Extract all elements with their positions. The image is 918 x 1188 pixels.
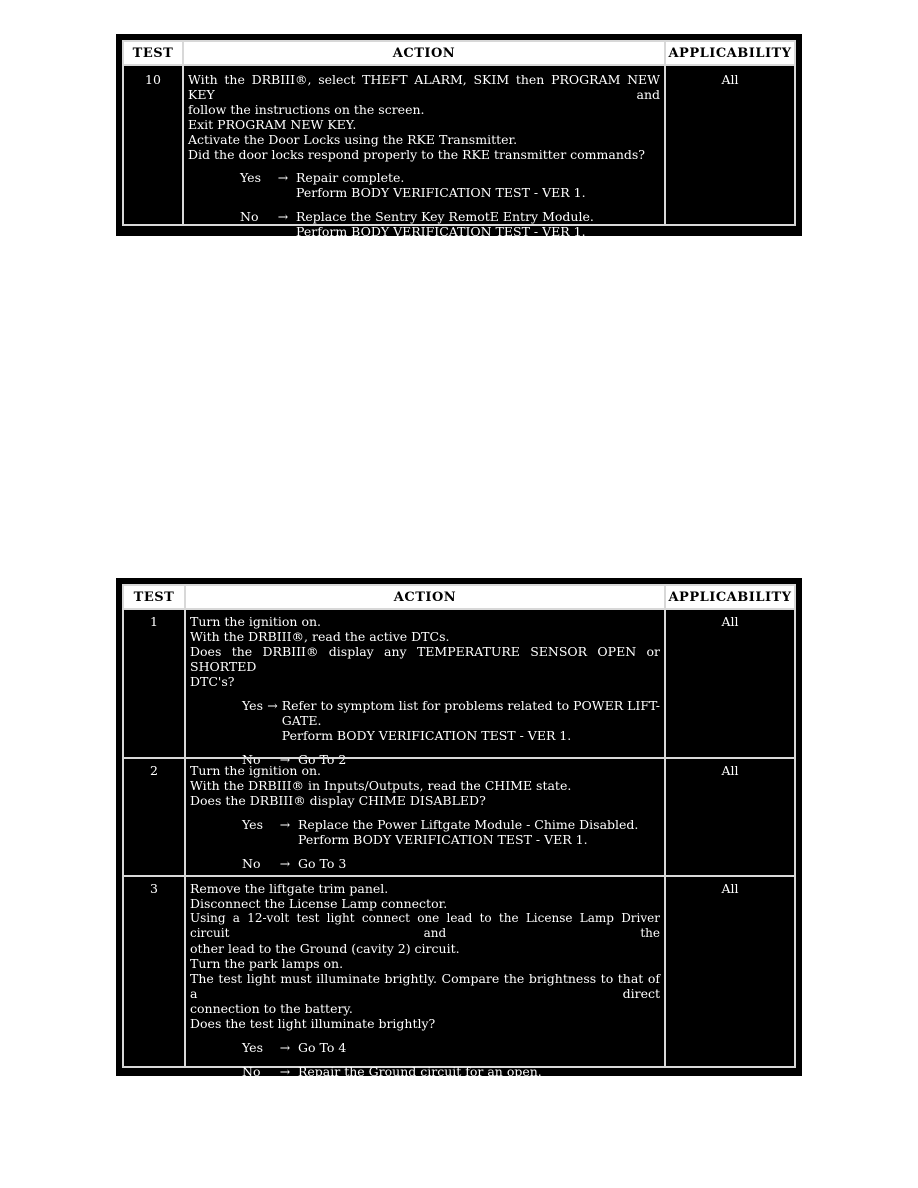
header-test: TEST [124, 42, 182, 64]
answer-text: Replace the Sentry Key RemotE Entry Module. [296, 209, 594, 224]
action-cell [190, 763, 660, 871]
action-line: Does the DRBIII® display any TEMPERATURE SENSOR OPEN or SHORTED [190, 644, 660, 674]
answer-label: Yes [242, 1040, 263, 1055]
diagnostic-table-2 [116, 578, 802, 1094]
header-applicability: APPLICABILITY [666, 42, 794, 64]
answer-text: Perform BODY VERIFICATION TEST - VER 1. [298, 1079, 588, 1094]
action-line: Turn the ignition on. [190, 614, 321, 629]
action-line: Turn the ignition on. [190, 763, 321, 778]
header-applicability: APPLICABILITY [666, 586, 794, 608]
test-number: 2 [150, 763, 158, 778]
answer-text: Go To 2 [298, 752, 347, 767]
answer-label: Yes [242, 817, 263, 832]
answer-yes [190, 698, 660, 743]
arrow-icon: → [279, 817, 291, 832]
arrow-icon: → [267, 698, 278, 713]
header-test: TEST [124, 586, 184, 608]
arrow-icon: → [279, 1064, 291, 1079]
answer-text: Perform BODY VERIFICATION TEST - VER 1. [296, 185, 586, 200]
action-line: follow the instructions on the screen. [188, 102, 425, 117]
action-line: Does the DRBIII® display CHIME DISABLED? [190, 793, 486, 808]
answer-text: Go To 3 [298, 856, 347, 871]
action-line: With the DRBIII®, read the active DTCs. [190, 629, 450, 644]
table-row [124, 64, 794, 239]
action-line: other lead to the Ground (cavity 2) circuit. [190, 941, 460, 956]
action-line: Did the door locks respond properly to the RKE transmitter commands? [188, 147, 646, 162]
action-line: Remove the liftgate trim panel. [190, 881, 389, 896]
header-action: ACTION [184, 42, 664, 64]
diagnostic-table-1 [116, 34, 802, 239]
answer-yes [188, 170, 660, 200]
action-line: Using a 12-volt test light connect one lead to the License Lamp Driver circuit and the [190, 911, 660, 940]
action-line: Activate the Door Locks using the RKE Transmitter. [188, 132, 518, 147]
answer-text: Repair complete. [296, 170, 405, 185]
action-line: With the DRBIII®, select THEFT ALARM, SKIM then PROGRAM NEW KEY and [188, 72, 660, 102]
arrow-icon: → [279, 856, 291, 871]
answer-label: No [240, 209, 259, 224]
test-number: 1 [150, 614, 158, 629]
answer-text: Perform BODY VERIFICATION TEST - VER 1. [281, 728, 572, 743]
arrow-icon: → [279, 1040, 291, 1055]
action-line: Does the test light illuminate brightly? [190, 1016, 436, 1031]
answer-no [190, 856, 660, 871]
arrow-icon: → [277, 209, 289, 224]
test-number: 3 [150, 881, 158, 896]
answer-text: Perform BODY VERIFICATION TEST - VER 1. [296, 224, 586, 239]
arrow-icon: → [279, 752, 291, 767]
answer-no [188, 209, 660, 239]
header-action: ACTION [186, 586, 664, 608]
action-line: Disconnect the License Lamp connector. [190, 896, 448, 911]
applicability-value: All [721, 881, 739, 896]
applicability-value: All [721, 72, 739, 87]
answer-text: GATE. [281, 713, 322, 728]
answer-yes [190, 817, 660, 847]
applicability-value: All [721, 763, 739, 778]
answer-text: Perform BODY VERIFICATION TEST - VER 1. [298, 832, 588, 847]
action-cell [188, 72, 660, 239]
answer-label: No [242, 856, 261, 871]
answer-text: Refer to symptom list for problems related to POWER LIFT- [281, 698, 660, 713]
answer-text: Replace the Power Liftgate Module - Chime Disabled. [298, 817, 639, 832]
action-line: With the DRBIII® in Inputs/Outputs, read the CHIME state. [190, 778, 572, 793]
action-line: connection to the battery. [190, 1001, 353, 1016]
table-row [124, 608, 794, 767]
arrow-icon: → [277, 170, 289, 185]
answer-text: Go To 4 [298, 1040, 347, 1055]
answer-text: Repair the Ground circuit for an open. [298, 1064, 542, 1079]
answer-label: Yes [240, 170, 261, 185]
action-line: The test light must illuminate brightly. Compare the brightness to that of a direct [190, 971, 660, 1001]
table-row [124, 875, 794, 1094]
action-line: Turn the park lamps on. [190, 956, 344, 971]
answer-label: No [242, 1064, 261, 1079]
test-number: 10 [145, 72, 161, 87]
action-cell [190, 614, 660, 767]
answer-no [190, 1064, 660, 1094]
answer-label: No [242, 752, 261, 767]
action-cell [190, 881, 660, 1094]
action-line: Exit PROGRAM NEW KEY. [188, 117, 357, 132]
answer-yes [190, 1040, 660, 1055]
answer-label: Yes [242, 698, 263, 713]
applicability-value: All [721, 614, 739, 629]
action-line: DTC's? [190, 674, 235, 689]
table-row [124, 757, 794, 875]
